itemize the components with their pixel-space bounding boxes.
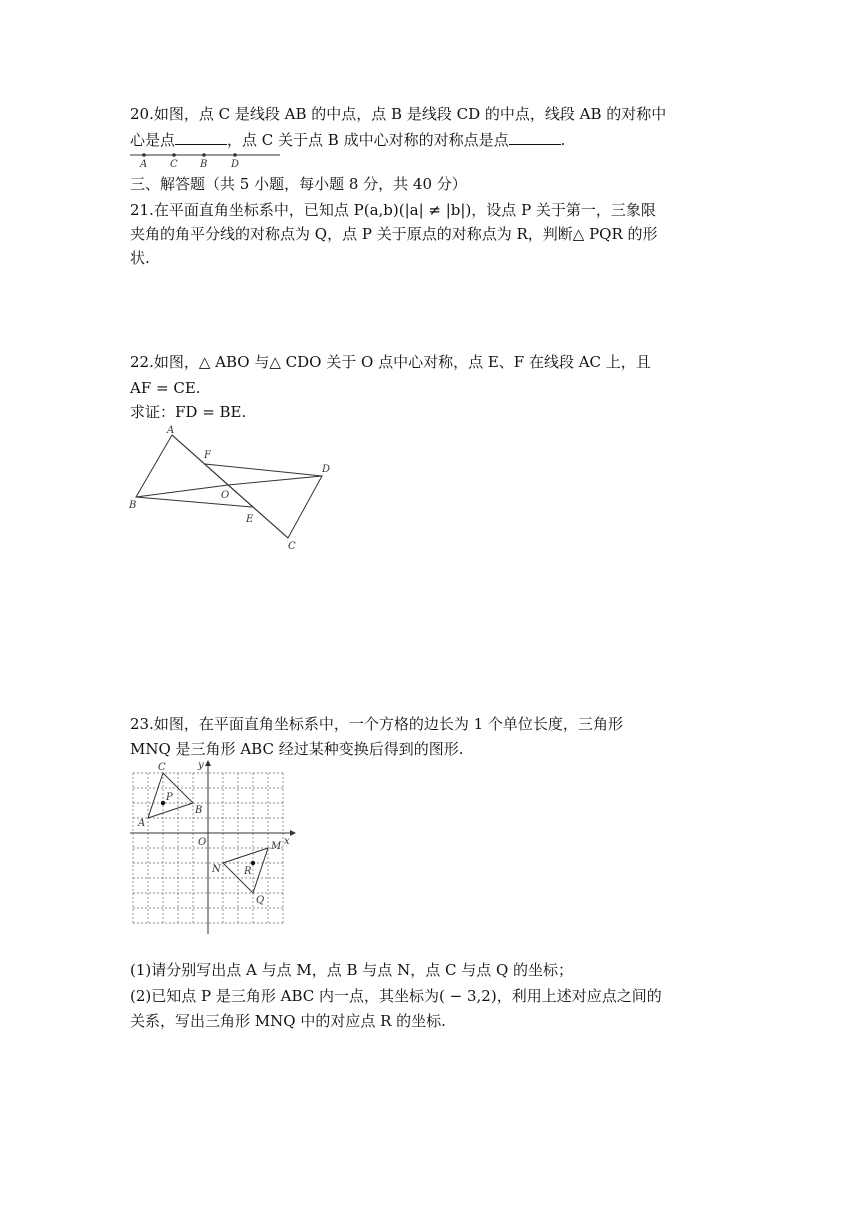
q20-line2-a: 心是点 xyxy=(130,131,176,149)
q23-label-P: P xyxy=(166,792,173,803)
q22-label-A: A xyxy=(167,425,175,436)
q20-line2-b: ，点 C 关于点 B 成中心对称的对称点是点 xyxy=(227,131,509,149)
q22-label-F: F xyxy=(204,450,211,461)
q23-part2-line2: 关系，写出三角形 MNQ 中的对应点 R 的坐标. xyxy=(130,1012,446,1030)
q23-line2: MNQ 是三角形 ABC 经过某种变换后得到的图形. xyxy=(130,740,464,758)
q23-part1: (1)请分别写出点 A 与点 M，点 B 与点 N，点 C 与点 Q 的坐标； xyxy=(130,961,574,979)
q23-point-R xyxy=(251,861,255,865)
q22-label-O: O xyxy=(221,490,230,501)
q22-geometry-figure xyxy=(128,424,338,554)
q20-blank-1 xyxy=(175,130,227,145)
q21-line1: 21.在平面直角坐标系中，已知点 P(a,b)(|a| ≠ |b|)，设点 P 关于第一，三象限 xyxy=(130,201,656,219)
q22-segment-AC xyxy=(172,435,288,538)
q23-x-axis-arrow xyxy=(290,830,296,836)
q20-line2-c: . xyxy=(560,131,566,149)
q23-label-B: B xyxy=(195,805,203,816)
q23-label-x: x xyxy=(284,836,290,847)
q22-line1: 22.如图，△ ABO 与△ CDO 关于 O 点中心对称，点 E、F 在线段 AC 上，且 xyxy=(130,353,651,371)
q23-label-O: O xyxy=(198,837,207,848)
q20-label-C: C xyxy=(170,159,178,170)
q22-line3: 求证：FD = BE. xyxy=(130,403,247,421)
q23-y-axis-arrow xyxy=(205,760,211,766)
q20-blank-2 xyxy=(509,130,561,145)
section3-heading: 三、解答题（共 5 小题，每小题 8 分，共 40 分） xyxy=(130,175,467,193)
q20-segment-figure xyxy=(128,150,288,170)
q20-label-D: D xyxy=(231,159,240,170)
q23-label-Q: Q xyxy=(256,895,265,906)
q23-label-A: A xyxy=(138,818,146,829)
q23-line1: 23.如图，在平面直角坐标系中，一个方格的边长为 1 个单位长度，三角形 xyxy=(130,715,623,733)
q22-label-D: D xyxy=(322,464,331,475)
q23-label-N: N xyxy=(212,864,221,875)
q20-line1: 20.如图，点 C 是线段 AB 的中点，点 B 是线段 CD 的中点，线段 AB 的对称中 xyxy=(130,105,667,123)
q23-label-y: y xyxy=(198,760,204,771)
q22-triangle-CDO xyxy=(228,476,322,538)
q20-label-A: A xyxy=(140,159,148,170)
q23-part2-line1: (2)已知点 P 是三角形 ABC 内一点，其坐标为( − 3,2)，利用上述对应点之间的 xyxy=(130,987,662,1005)
q21-line2: 夹角的角平分线的对称点为 Q，点 P 关于原点的对称点为 R，判断△ PQR 的形 xyxy=(130,225,658,243)
q21-line3: 状. xyxy=(130,249,150,267)
q22-line2: AF = CE. xyxy=(130,379,201,397)
q23-label-C: C xyxy=(158,762,166,773)
q20-line2 xyxy=(130,130,730,151)
q23-point-P xyxy=(161,801,165,805)
q22-label-C: C xyxy=(288,541,296,552)
q22-label-B: B xyxy=(129,500,137,511)
q23-label-R: R xyxy=(244,866,252,877)
q20-label-B: B xyxy=(200,159,208,170)
q22-label-E: E xyxy=(246,514,254,525)
q22-segment-FD xyxy=(205,464,322,476)
q23-label-M: M xyxy=(271,841,282,852)
q22-segment-BE xyxy=(136,497,252,507)
q23-coordinate-grid-figure xyxy=(128,758,308,938)
